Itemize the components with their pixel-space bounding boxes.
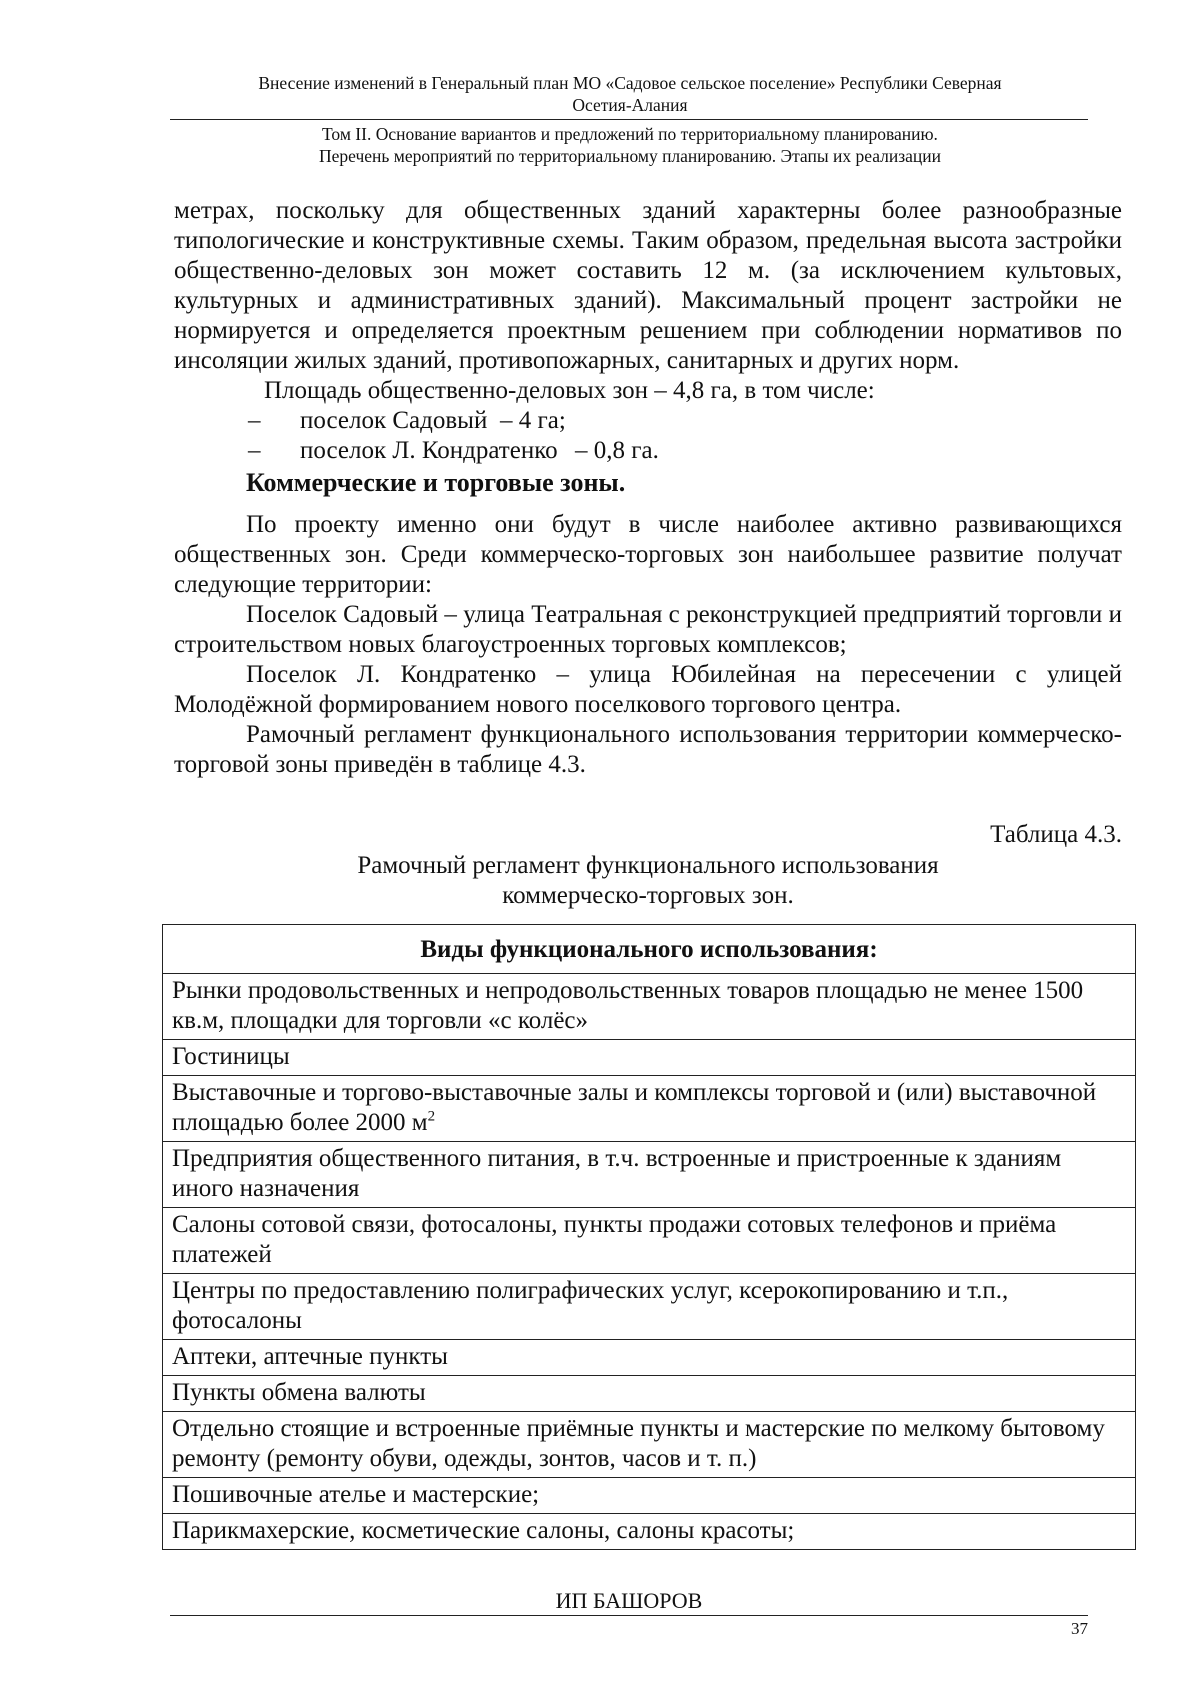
table-row <box>163 1376 1136 1412</box>
header-line-4: Перечень мероприятий по территориальному планированию. Этапы их реализации <box>319 146 941 166</box>
list-item <box>174 406 1122 436</box>
footer-org: ИП БАШОРОВ <box>555 1588 703 1613</box>
header-line-3: Том II. Основание вариантов и предложений по территориальному планированию. <box>322 124 938 144</box>
table-cell: Центры по предоставлению полиграфических услуг, ксерокопированию и т.п., фотосалоны <box>163 1274 1136 1340</box>
table-row <box>163 1208 1136 1274</box>
table-cell: Предприятия общественного питания, в т.ч. встроенные и пристроенные к зданиям иного назначения <box>163 1142 1136 1208</box>
table-caption-line-1: Рамочный регламент функционального использования <box>357 852 939 879</box>
table-row <box>163 1514 1136 1550</box>
table-row <box>163 1478 1136 1514</box>
paragraph-kondratenko: Поселок Л. Кондратенко – улица Юбилейная на пересечении с улицей Молодёжной формированием нового поселкового торгового центра. <box>174 661 1122 718</box>
list-dash: – <box>248 437 261 464</box>
superscript: 2 <box>427 1108 436 1125</box>
table-label: Таблица 4.3. <box>990 821 1122 848</box>
table-cell: Парикмахерские, косметические салоны, салоны красоты; <box>163 1514 1136 1550</box>
table-row <box>163 974 1136 1040</box>
paragraph-intro: По проекту именно они будут в числе наиболее активно развивающихся общественных зон. Среди коммерческо-торговых зон наибольшее развитие получат следующие территории: <box>174 511 1122 598</box>
list-item-value: – 0,8 га. <box>575 437 659 464</box>
table-cell <box>163 1076 1136 1142</box>
table-row <box>163 1412 1136 1478</box>
regulation-table <box>162 924 1136 1550</box>
header-line-2: Осетия-Алания <box>572 95 688 115</box>
table-caption <box>174 851 1122 911</box>
list-item-name: поселок Л. Кондратенко <box>300 437 558 464</box>
paragraph-regulation: Рамочный регламент функционального использования территории коммерческо-торговой зоны приведён в таблице 4.3. <box>174 721 1122 778</box>
page-number: 37 <box>1071 1619 1088 1638</box>
running-header-title <box>170 72 1090 116</box>
paragraph-sadovy: Поселок Садовый – улица Театральная с реконструкцией предприятий торговли и строительством новых благоустроенных торговых комплексов; <box>174 601 1122 658</box>
table-row <box>163 1076 1136 1142</box>
running-header-volume <box>170 123 1090 167</box>
table-cell: Салоны сотовой связи, фотосалоны, пункты продажи сотовых телефонов и приёма платежей <box>163 1208 1136 1274</box>
table-cell: Аптеки, аптечные пункты <box>163 1340 1136 1376</box>
table-row <box>163 1142 1136 1208</box>
table-caption-line-2: коммерческо-торговых зон. <box>502 882 794 909</box>
table-cell: Гостиницы <box>163 1040 1136 1076</box>
table-cell: Рынки продовольственных и непродовольственных товаров площадью не менее 1500 кв.м, площадки для торговли «с колёс» <box>163 974 1136 1040</box>
table-cell: Отдельно стоящие и встроенные приёмные пункты и мастерские по мелкому бытовому ремонту (ремонту обуви, одежды, зонтов, часов и т. п.) <box>163 1412 1136 1478</box>
table-cell: Пошивочные ателье и мастерские; <box>163 1478 1136 1514</box>
list-dash: – <box>248 407 261 434</box>
header-line-1: Внесение изменений в Генеральный план МО «Садовое сельское поселение» Республики Северная <box>258 73 1002 93</box>
section-heading: Коммерческие и торговые зоны. <box>246 468 626 497</box>
footer-rule <box>170 1615 1088 1616</box>
table-header: Виды функционального использования: <box>163 925 1136 974</box>
table-row <box>163 1040 1136 1076</box>
list-item-value: – 4 га; <box>500 407 566 434</box>
table-cell: Пункты обмена валюты <box>163 1376 1136 1412</box>
list-item <box>174 436 1122 466</box>
table-row <box>163 1340 1136 1376</box>
area-summary: Площадь общественно-деловых зон – 4,8 га, в том числе: <box>264 377 875 404</box>
table-row <box>163 1274 1136 1340</box>
table-cell-text: Выставочные и торгово-выставочные залы и комплексы торговой и (или) выставочной площадью более 2000 м <box>172 1079 1097 1136</box>
body-text <box>174 196 1122 780</box>
list-item-name: поселок Садовый <box>300 407 488 434</box>
paragraph-height-limits: метрах, поскольку для общественных зданий характерны более разнообразные типологические и конструктивные схемы. Таким образом, предельная высота застройки общественно-деловых зон может составить 12 м. (за исключением культовых, культурных и административных зданий). Максимальный процент застройки не нормируется и определяется проектным решением при соблюдении нормативов по инсоляции жилых зданий, противопожарных, санитарных и других норм. <box>174 197 1122 374</box>
header-rule <box>170 119 1088 120</box>
